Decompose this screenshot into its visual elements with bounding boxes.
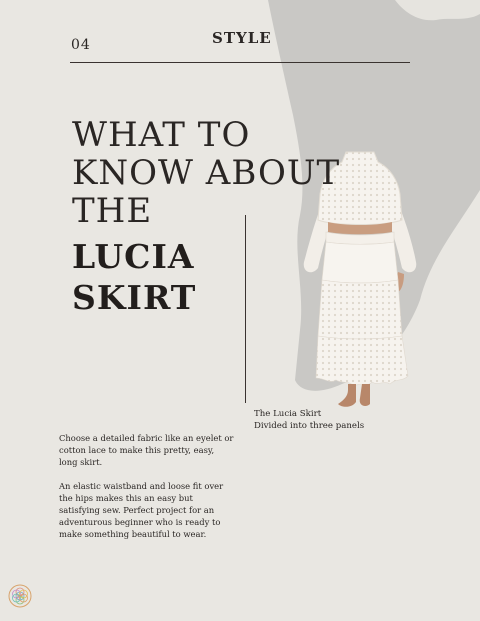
- caption-subtitle: Divided into three panels: [254, 421, 365, 431]
- headline-line: LUCIA: [72, 237, 195, 276]
- caption-title: The Lucia Skirt: [254, 409, 322, 419]
- headline-light: [72, 116, 340, 230]
- body-copy: [59, 432, 234, 552]
- vertical-divider: [245, 215, 246, 403]
- flower-of-life-icon: [8, 584, 32, 608]
- body-paragraph: An elastic waistband and loose fit over the hips makes this an easy but satisfying sew. Perfect project for an adventurous beginner who is ready to make something beautiful to wear.: [59, 481, 224, 539]
- body-paragraph: Choose a detailed fabric like an eyelet or cotton lace to make this pretty, easy, long skirt.: [59, 433, 234, 467]
- header-divider: [70, 62, 410, 63]
- headline-bold: [72, 236, 196, 318]
- section-label: STYLE: [212, 29, 272, 47]
- headline-line: THE: [72, 191, 153, 231]
- page-number: 04: [71, 37, 91, 53]
- headline-line: SKIRT: [72, 278, 197, 317]
- headline-line: WHAT TO: [72, 115, 251, 155]
- headline-line: KNOW ABOUT: [72, 153, 341, 193]
